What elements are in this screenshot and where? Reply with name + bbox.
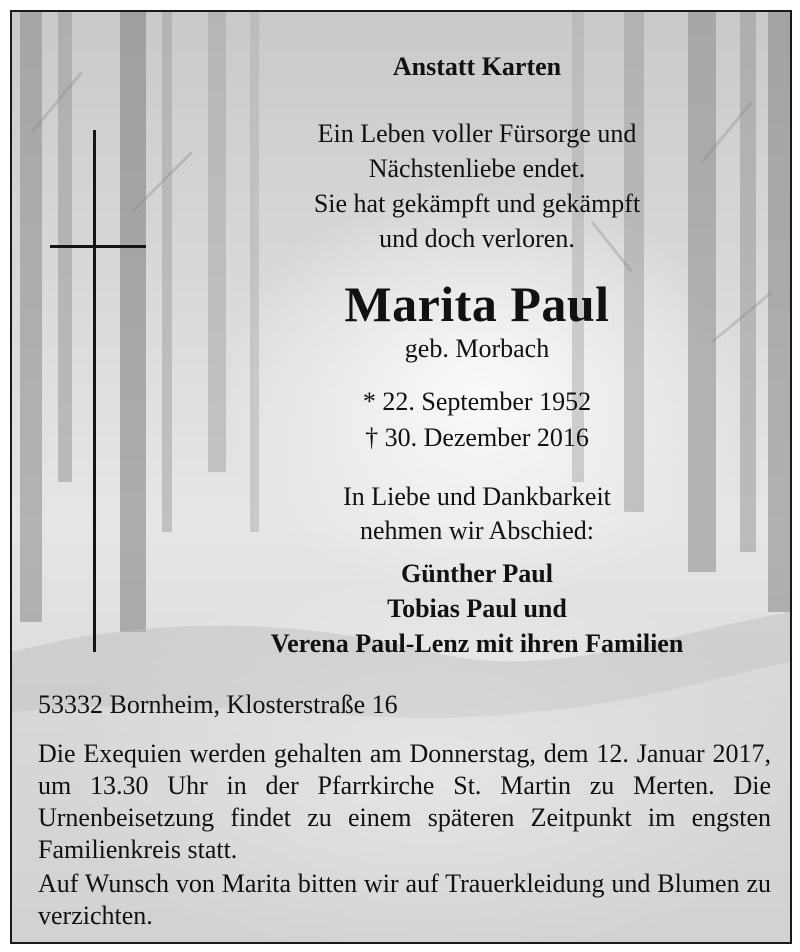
mourner-name: Tobias Paul und bbox=[387, 594, 567, 623]
mourners-list bbox=[202, 556, 752, 661]
family-address: 53332 Bornheim, Klosterstraße 16 bbox=[38, 690, 398, 719]
mourner-name: Günther Paul bbox=[401, 559, 553, 588]
farewell-line: nehmen wir Abschied: bbox=[360, 516, 594, 545]
cross-icon-bar bbox=[50, 245, 146, 248]
mourner-name: Verena Paul-Lenz mit ihren Familien bbox=[270, 629, 684, 658]
poem bbox=[202, 116, 752, 256]
cross-icon bbox=[93, 130, 96, 652]
notice-content bbox=[12, 12, 790, 942]
exequies-paragraph: Die Exequien werden gehalten am Donnerstag, dem 12. Januar 2017, um 13.30 Uhr in der Pfarrkirche St. Martin zu Merten. Die Urnenbeisetzung findet zu einem späteren Zeitpunkt im engsten Familienkreis statt. bbox=[38, 739, 771, 864]
poem-line: Nächstenliebe endet. bbox=[368, 154, 586, 183]
farewell-text bbox=[202, 480, 752, 548]
farewell-line: In Liebe und Dankbarkeit bbox=[343, 482, 611, 511]
obituary-notice bbox=[10, 10, 792, 944]
life-dates bbox=[202, 384, 752, 456]
poem-line: und doch verloren. bbox=[379, 224, 575, 253]
birth-name: geb. Morbach bbox=[404, 334, 550, 363]
request-paragraph: Auf Wunsch von Marita bitten wir auf Trauerkleidung und Blumen zu verzichten. bbox=[38, 869, 771, 930]
death-date: † 30. Dezember 2016 bbox=[365, 423, 589, 452]
poem-line: Sie hat gekämpft und gekämpft bbox=[313, 189, 641, 218]
poem-line: Ein Leben voller Fürsorge und bbox=[317, 119, 637, 148]
notice-heading: Anstatt Karten bbox=[392, 52, 562, 81]
deceased-name: Marita Paul bbox=[344, 276, 610, 332]
birth-date: * 22. September 1952 bbox=[362, 387, 592, 416]
